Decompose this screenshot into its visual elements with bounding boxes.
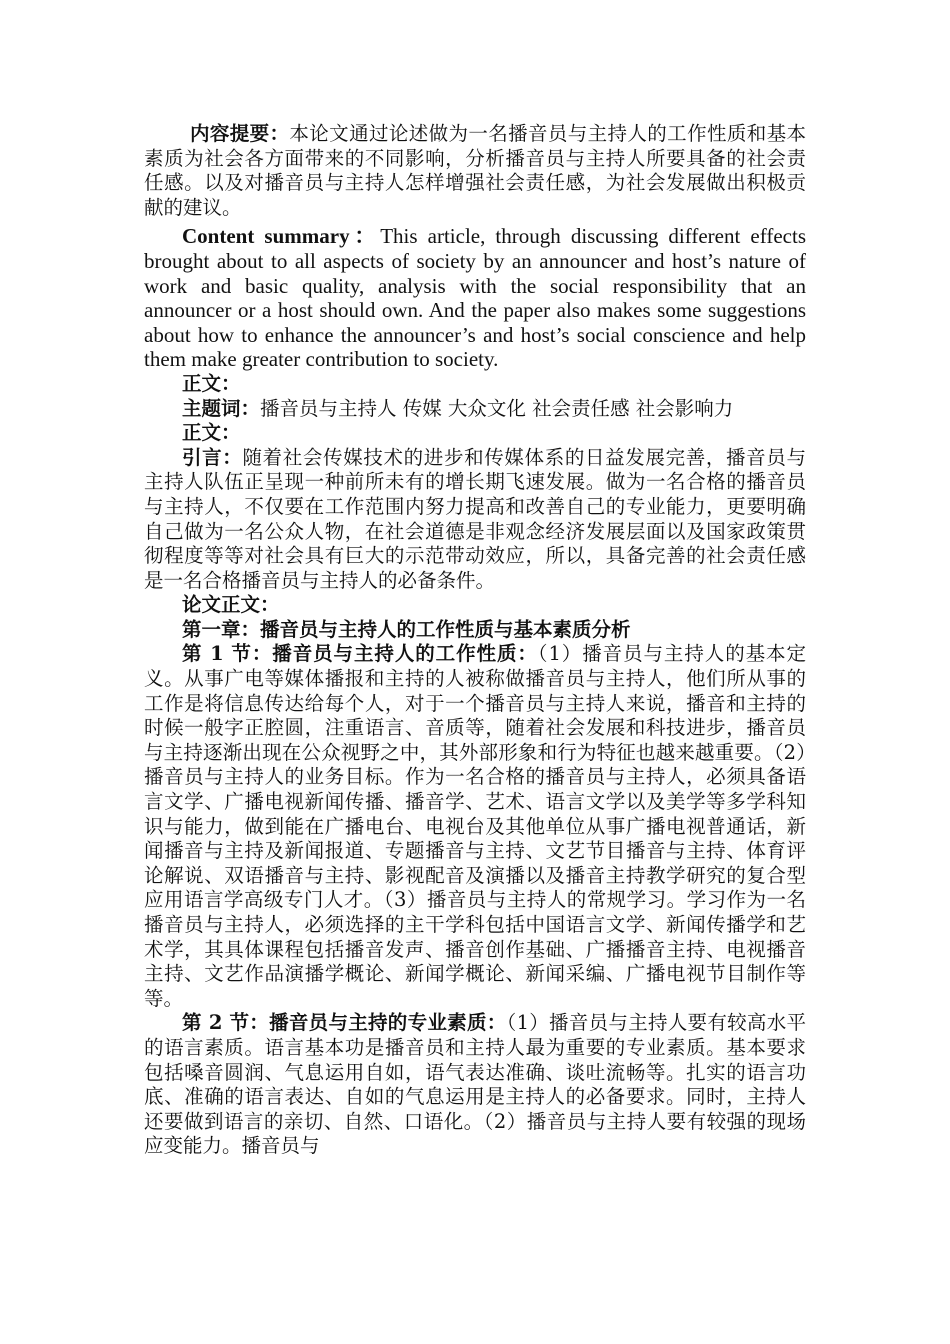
abstract-en-text: This article, through discussing different effects brought about to all aspects of society by an announcer and host’s nature of work and basic quality, analysis with the social responsibility that an announcer or a host should own. And the paper also makes some suggestions about how to enhance the announcer’s and host’s social conscience and help them make greater contribution to society. bbox=[144, 224, 806, 372]
section-1-label: 第 1 节：播音员与主持人的工作性质： bbox=[182, 642, 538, 666]
keywords-text: 播音员与主持人 传媒 大众文化 社会责任感 社会影响力 bbox=[260, 396, 734, 420]
keywords-label: 主题词： bbox=[182, 396, 261, 420]
section-1-paragraph bbox=[144, 642, 806, 1011]
document-page bbox=[144, 122, 806, 1159]
chapter-heading: 第一章：播音员与主持人的工作性质与基本素质分析 bbox=[182, 617, 631, 641]
body-label-2: 正文： bbox=[182, 421, 241, 445]
keywords-paragraph bbox=[144, 397, 806, 422]
intro-paragraph bbox=[144, 446, 806, 594]
section-1-text: （1）播音员与主持人的基本定义。从事广电等媒体播报和主持的人被称做播音员与主持人，他们所从事的工作是将信息传达给每个人，对于一个播音员与主持人来说，播音和主持的时候一般字正腔圆，注重语言、音质等，随着社会发展和科技进步，播音员与主持逐渐出现在公众视野之中，其外部形象和行为特征也越来越重要。（2）播音员与主持人的业务目标。作为一名合格的播音员与主持人，必须具备语言文学、广播电视新闻传播、播音学、艺术、语言文学以及美学等多学科知识与能力，做到能在广播电台、电视台及其他单位从事广播电视普通话，新闻播音与主持及新闻报道、专题播音与主持、文艺节目播音与主持、体育评论解说、双语播音与主持、影视配音及演播以及播音主持教学研究的复合型应用语言学高级专门人才。（3）播音员与主持人的常规学习。学习作为一名播音员与主持人，必须选择的主干学科包括中国语言文学、新闻传播学和艺术学，其具体课程包括播音发声、播音创作基础、广播播音主持、电视播音主持、文艺作品演播学概论、新闻学概论、新闻采编、广播电视节目制作等等。 bbox=[144, 642, 806, 1010]
abstract-cn-text: 本论文通过论述做为一名播音员与主持人的工作性质和基本素质为社会各方面带来的不同影响，分析播音员与主持人所要具备的社会责任感。以及对播音员与主持人怎样增强社会责任感，为社会发展做出积极贡献的建议。 bbox=[144, 122, 806, 219]
main-label: 论文正文： bbox=[182, 593, 280, 617]
section-2-text: （1）播音员与主持人要有较高水平的语言素质。语言基本功是播音员和主持人最为重要的专业素质。基本要求包括嗓音圆润、气息运用自如，语气表达准确、谈吐流畅等。扎实的语言功底、准确的语言表达、自如的气息运用是主持人的必备要求。同时，主持人还要做到语言的亲切、自然、口语化。（2）播音员与主持人要有较强的现场应变能力。播音员与 bbox=[144, 1011, 806, 1158]
body-label-1: 正文： bbox=[182, 371, 241, 395]
abstract-cn-label: 内容提要： bbox=[190, 122, 290, 145]
intro-text: 随着社会传媒技术的进步和传媒体系的日益发展完善，播音员与主持人队伍正呈现一种前所未有的增长期飞速发展。做为一名合格的播音员与主持人，不仅要在工作范围内努力提高和改善自己的专业能力，更要明确自己做为一名公众人物，在社会道德是非观念经济发展层面以及国家政策贯彻程度等等对社会具有巨大的示范带动效应，所以，具备完善的社会责任感是一名合格播音员与主持人的必备条件。 bbox=[144, 445, 806, 592]
abstract-en-label: Content summary： bbox=[182, 224, 381, 249]
abstract-cn-paragraph bbox=[144, 122, 806, 220]
section-2-label: 第 2 节：播音员与主持的专业素质： bbox=[182, 1011, 507, 1035]
intro-label: 引言： bbox=[182, 445, 243, 469]
section-2-paragraph bbox=[144, 1011, 806, 1159]
abstract-en-paragraph bbox=[144, 224, 806, 372]
